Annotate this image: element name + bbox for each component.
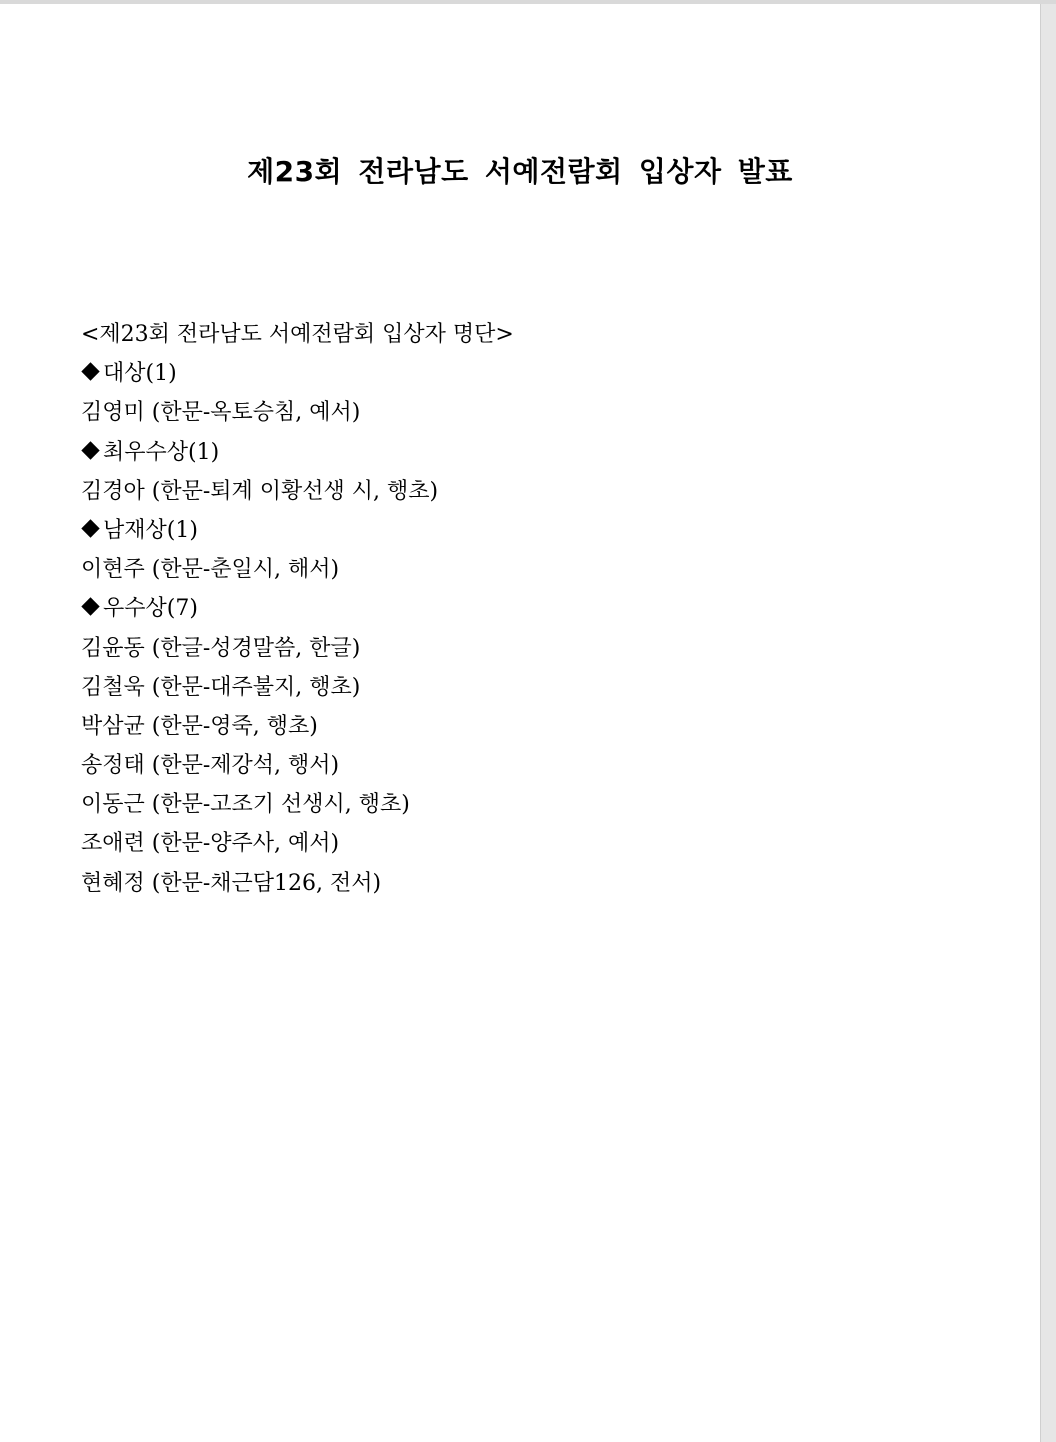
category-heading-excellence [81,589,981,628]
category-heading-namjae-prize [81,511,981,550]
winner-entry: 김영미 (한문-옥토승침, 예서) [81,400,361,426]
diamond-bullet-icon [81,598,99,616]
viewer-right-gutter [1040,4,1056,1442]
diamond-bullet-icon [81,441,99,459]
category-label: 남재상(1) [103,517,198,543]
winner-entry: 김철욱 (한문-대주불지, 행초) [81,674,361,700]
category-heading-top-excellence [81,433,981,472]
winners-list [81,315,981,903]
category-label: 우수상(7) [103,596,198,622]
winner-entry: 조애련 (한문-양주사, 예서) [81,831,340,857]
winner-entry: 이현주 (한문-춘일시, 해서) [81,557,340,583]
winner-entry: 박삼균 (한문-영죽, 행초) [81,713,318,739]
category-label: 대상(1) [103,361,177,387]
category-heading-grand-prize [81,354,981,393]
diamond-bullet-icon [81,362,99,380]
category-label: 최우수상(1) [103,439,220,465]
winner-entry: 김윤동 (한글-성경말씀, 한글) [81,635,361,661]
document-page [0,4,1040,1442]
winner-entry: 이동근 (한문-고조기 선생시, 행초) [81,792,410,818]
winner-entry: 현혜정 (한문-채근담126, 전서) [81,870,382,896]
document-title: 제23회 전라남도 서예전람회 입상자 발표 [247,155,793,188]
winner-entry: 김경아 (한문-퇴계 이황선생 시, 행초) [81,478,439,504]
winner-entry: 송정태 (한문-제강석, 행서) [81,753,340,779]
list-heading: <제23회 전라남도 서예전람회 입상자 명단> [81,322,514,347]
diamond-bullet-icon [81,519,99,537]
